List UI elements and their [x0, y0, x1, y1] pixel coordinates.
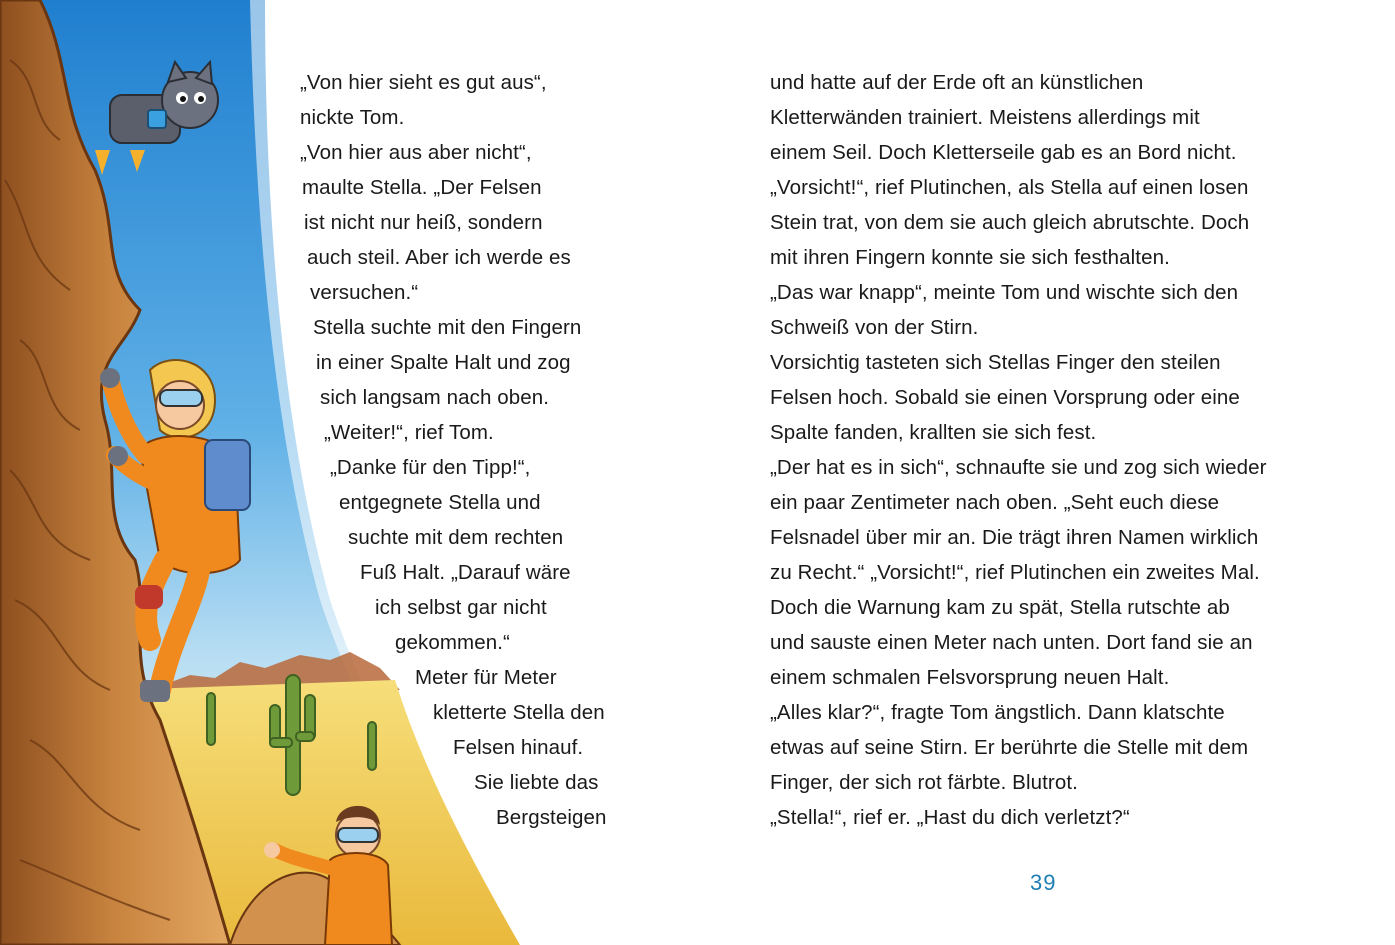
text-line: maulte Stella. „Der Felsen	[302, 176, 542, 199]
text-line: Kletterwänden trainiert. Meistens allerdings mit	[770, 106, 1200, 129]
text-line: „Das war knapp“, meinte Tom und wischte sich den	[770, 281, 1239, 304]
text-line: „Von hier aus aber nicht“,	[300, 141, 532, 164]
text-line: einem Seil. Doch Kletterseile gab es an Bord nicht.	[770, 141, 1237, 164]
text-line: Doch die Warnung kam zu spät, Stella rutschte ab	[770, 596, 1230, 619]
text-line: in einer Spalte Halt und zog	[316, 351, 571, 374]
text-line: gekommen.“	[395, 631, 510, 654]
text-line: „Stella!“, rief er. „Hast du dich verletzt?“	[770, 806, 1130, 829]
text-line: Felsnadel über mir an. Die trägt ihren Namen wirklich	[770, 526, 1259, 549]
text-line: „Vorsicht!“, rief Plutinchen, als Stella auf einen losen	[770, 176, 1249, 199]
text-line: Felsen hoch. Sobald sie einen Vorsprung oder eine	[770, 386, 1240, 409]
text-line: ich selbst gar nicht	[375, 596, 547, 619]
text-line: auch steil. Aber ich werde es	[307, 246, 571, 269]
text-line: Sie liebte das	[474, 771, 599, 794]
text-line: „Der hat es in sich“, schnaufte sie und zog sich wieder	[770, 456, 1267, 479]
text-line: Felsen hinauf.	[453, 736, 584, 759]
text-line: Bergsteigen	[496, 806, 607, 829]
text-line: Spalte fanden, krallten sie sich fest.	[770, 421, 1097, 444]
text-line: einem schmalen Felsvorsprung neuen Halt.	[770, 666, 1170, 689]
text-line: Meter für Meter	[415, 666, 557, 689]
text-line: kletterte Stella den	[433, 701, 605, 724]
text-line: sich langsam nach oben.	[320, 386, 550, 409]
text-line: zu Recht.“ „Vorsicht!“, rief Plutinchen ein zweites Mal.	[770, 561, 1260, 584]
text-line: Fuß Halt. „Darauf wäre	[360, 561, 571, 584]
text-line: ist nicht nur heiß, sondern	[304, 211, 543, 234]
text-line: Stein trat, von dem sie auch gleich abrutschte. Doch	[770, 211, 1250, 234]
text-line: „Alles klar?“, fragte Tom ängstlich. Dann klatschte	[770, 701, 1225, 724]
text-line: „Danke für den Tipp!“,	[330, 456, 531, 479]
page-number: 39	[1030, 870, 1057, 895]
text-line: „Von hier sieht es gut aus“,	[300, 71, 547, 94]
text-line: entgegnete Stella und	[339, 491, 541, 514]
text-line: versuchen.“	[310, 281, 419, 304]
text-line: und hatte auf der Erde oft an künstlichen	[770, 71, 1144, 94]
text-line: mit ihren Fingern konnte sie sich festhalten.	[770, 246, 1170, 269]
text-line: etwas auf seine Stirn. Er berührte die Stelle mit dem	[770, 736, 1249, 759]
text-line: „Weiter!“, rief Tom.	[324, 421, 494, 444]
text-line: ein paar Zentimeter nach oben. „Seht euch diese	[770, 491, 1220, 514]
text-line: Finger, der sich rot färbte. Blutrot.	[770, 771, 1078, 794]
text-line: suchte mit dem rechten	[348, 526, 564, 549]
text-line: und sauste einen Meter nach unten. Dort fand sie an	[770, 631, 1253, 654]
text-line: Stella suchte mit den Fingern	[313, 316, 582, 339]
text-line: Vorsichtig tasteten sich Stellas Finger den steilen	[770, 351, 1221, 374]
text-line: nickte Tom.	[300, 106, 405, 129]
text-line: Schweiß von der Stirn.	[770, 316, 979, 339]
